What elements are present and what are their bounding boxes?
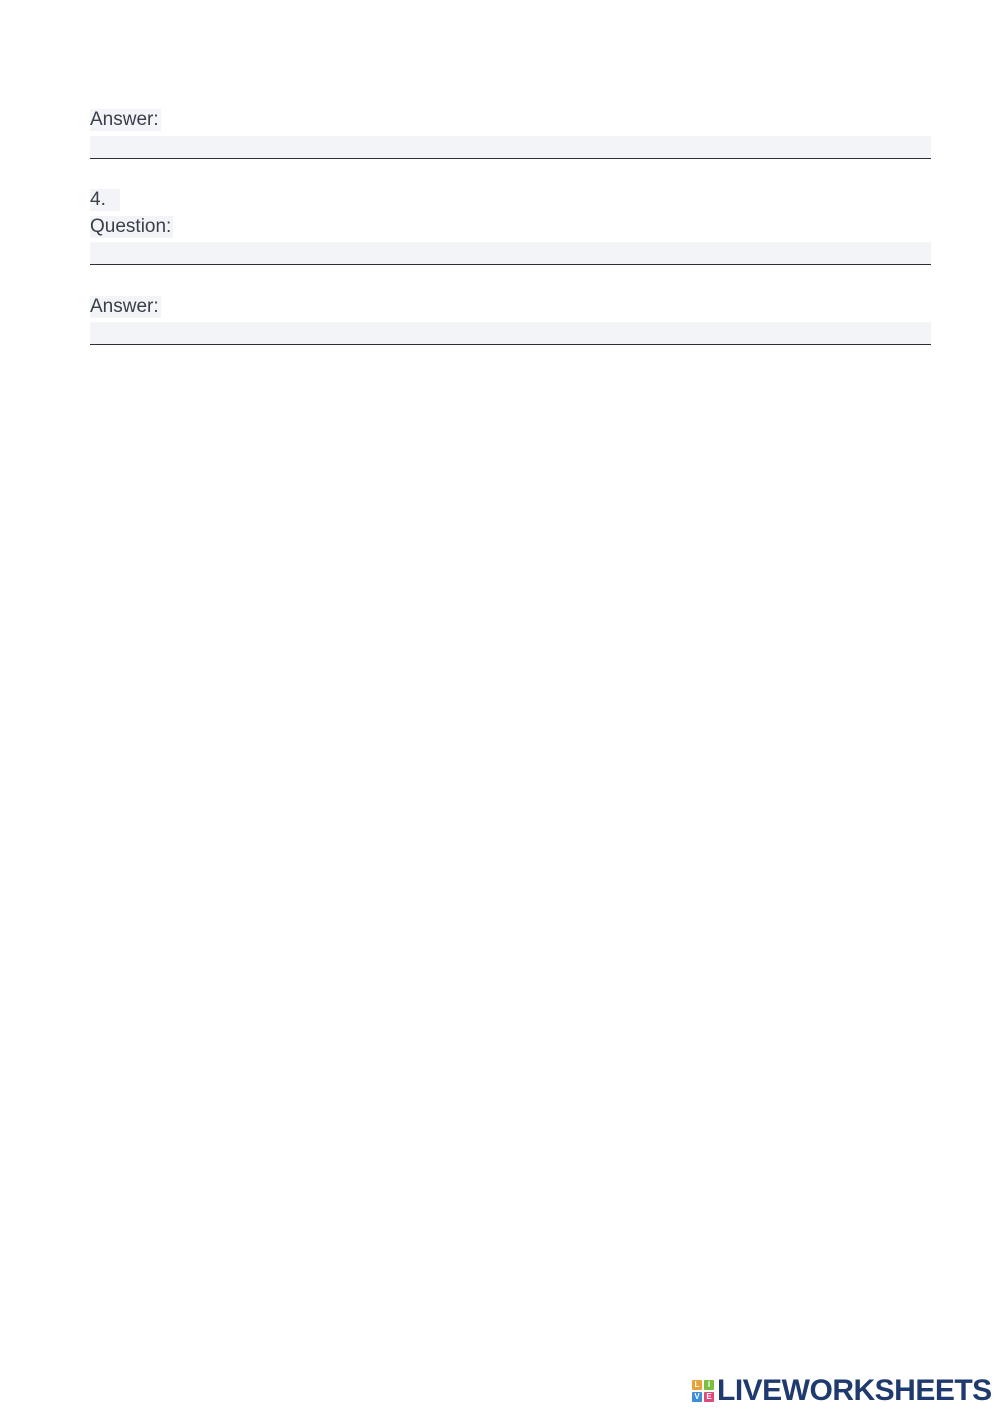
liveworksheets-logo	[692, 1375, 992, 1407]
question-label: Question:	[90, 216, 172, 237]
logo-tile: L	[692, 1380, 702, 1390]
logo-tiles-icon	[692, 1380, 714, 1402]
logo-tile: I	[704, 1380, 714, 1390]
answer-label: Answer:	[90, 296, 159, 317]
logo-text: LIVEWORKSHEETS	[717, 1374, 992, 1407]
answer-input-3[interactable]	[90, 136, 931, 159]
question-input-4[interactable]	[90, 242, 931, 265]
logo-tile: V	[692, 1392, 702, 1402]
answer-input-4[interactable]	[90, 322, 931, 345]
logo-tile: E	[704, 1392, 714, 1402]
answer-label: Answer:	[90, 109, 159, 130]
question-number: 4.	[90, 189, 120, 211]
